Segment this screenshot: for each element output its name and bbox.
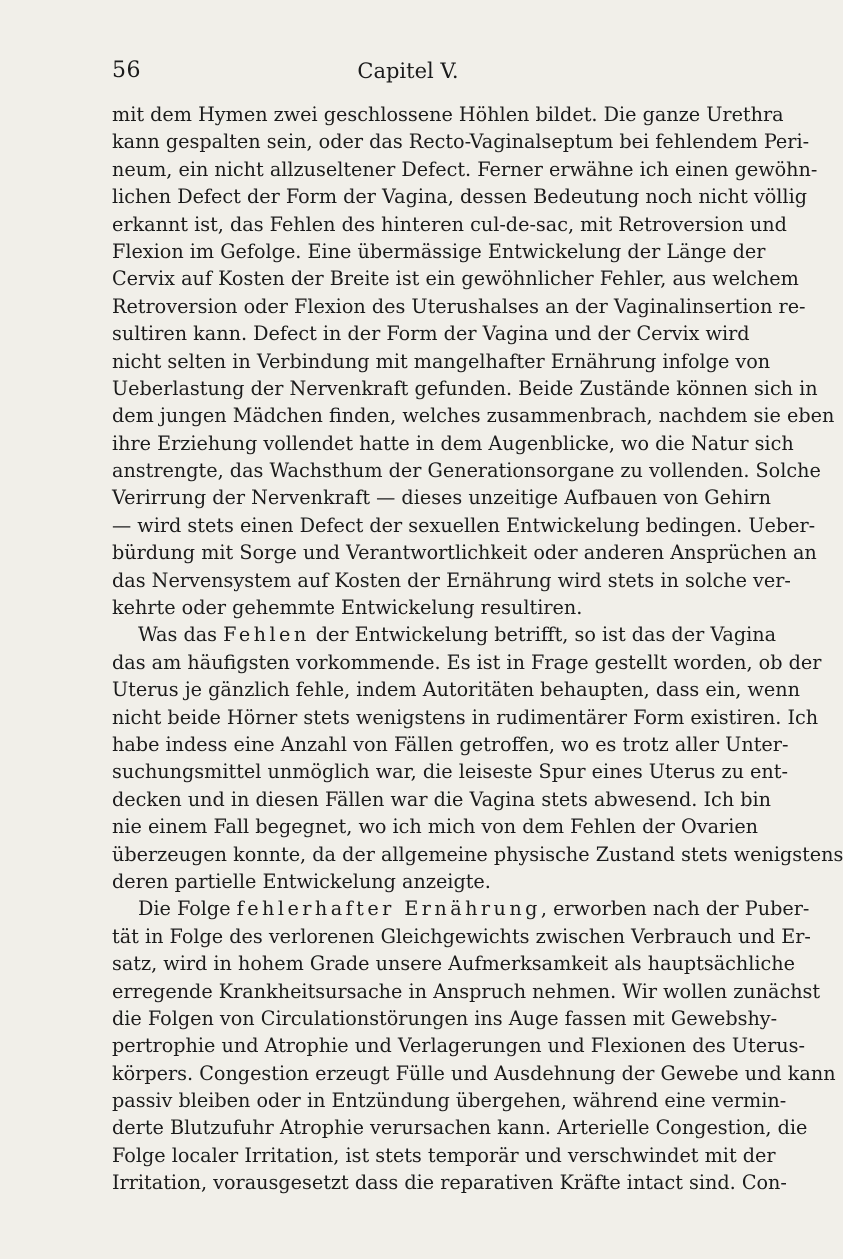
text-line [112, 895, 810, 922]
spaced-emphasis: fehlerhafter Ernährung [236, 897, 541, 921]
text-line: deren partielle Entwickelung anzeigte. [112, 869, 491, 893]
text-line: suchungsmittel unmöglich war, die leiseste Spur eines Uterus zu ent- [112, 760, 788, 784]
page-number: 56 [112, 58, 141, 83]
text-line: kehrte oder gehemmte Entwickelung resultiren. [112, 596, 583, 620]
text-line: Flexion im Gefolge. Eine übermässige Entwickelung der Länge der [112, 239, 766, 263]
text-run: , erworben nach der Puber- [540, 897, 810, 921]
text-run: Die Folge [138, 897, 237, 921]
text-line: Ueberlastung der Nervenkraft gefunden. Beide Zustände können sich in [112, 376, 818, 400]
text-line: sultiren kann. Defect in der Form der Vagina und der Cervix wird [112, 322, 750, 346]
text-line: anstrengte, das Wachsthum der Generationsorgane zu vollenden. Solche [112, 459, 821, 483]
text-line [112, 621, 777, 648]
text-line: Retroversion oder Flexion des Uterushalses an der Vaginalinsertion re- [112, 294, 806, 318]
text-line: Verirrung der Nervenkraft — dieses unzeitige Aufbauen von Gehirn [112, 486, 771, 510]
text-line: Irritation, vorausgesetzt dass die reparativen Kräfte intact sind. Con- [112, 1171, 787, 1195]
text-line: habe indess eine Anzahl von Fällen getroffen, wo es trotz aller Unter- [112, 732, 789, 756]
running-title: Capitel V. [357, 59, 459, 83]
text-line: neum, ein nicht allzuseltener Defect. Ferner erwähne ich einen gewöhn- [112, 157, 818, 181]
text-line: nicht selten in Verbindung mit mangelhafter Ernährung infolge von [112, 349, 771, 373]
text-line: derte Blutzufuhr Atrophie verursachen kann. Arterielle Congestion, die [112, 1116, 808, 1140]
body-text [112, 101, 843, 1197]
text-line: pertrophie und Atrophie und Verlagerungen und Flexionen des Uterus- [112, 1034, 805, 1058]
text-line: die Folgen von Circulationstörungen ins Auge fassen mit Gewebshy- [112, 1006, 778, 1030]
text-line: kann gespalten sein, oder das Recto-Vaginalseptum bei fehlendem Peri- [112, 130, 810, 154]
text-line: nie einem Fall begegnet, wo ich mich von dem Fehlen der Ovarien [112, 815, 759, 839]
text-line: satz, wird in hohem Grade unsere Aufmerksamkeit als hauptsächliche [112, 952, 796, 976]
spaced-emphasis: Fehlen [223, 623, 310, 647]
text-line: tät in Folge des verlorenen Gleichgewichts zwischen Verbrauch und Er- [112, 924, 811, 948]
text-line: körpers. Congestion erzeugt Fülle und Ausdehnung der Gewebe und kann [112, 1061, 836, 1085]
page-header [112, 56, 704, 86]
text-line: Cervix auf Kosten der Breite ist ein gewöhnlicher Fehler, aus welchem [112, 267, 799, 291]
text-line: passiv bleiben oder in Entzündung übergehen, während eine vermin- [112, 1089, 787, 1113]
text-line: dem jungen Mädchen finden, welches zusammenbrach, nachdem sie eben [112, 404, 835, 428]
text-line: mit dem Hymen zwei geschlossene Höhlen bildet. Die ganze Urethra [112, 103, 784, 126]
text-line: lichen Defect der Form der Vagina, dessen Bedeutung noch nicht völlig [112, 185, 807, 209]
text-line: — wird stets einen Defect der sexuellen Entwickelung bedingen. Ueber- [112, 513, 816, 537]
text-line: Uterus je gänzlich fehle, indem Autoritäten behaupten, dass ein, wenn [112, 678, 800, 702]
text-line: das Nervensystem auf Kosten der Ernährung wird stets in solche ver- [112, 568, 791, 592]
text-run: Was das [138, 623, 224, 647]
text-line: nicht beide Hörner stets wenigstens in rudimentärer Form existiren. Ich [112, 705, 819, 729]
text-line: überzeugen konnte, da der allgemeine physische Zustand stets wenigstens [112, 842, 843, 866]
text-line: das am häufigsten vorkommende. Es ist in Frage gestellt worden, ob der [112, 650, 822, 674]
text-run: der Entwickelung betrifft, so ist das der Vagina [309, 623, 777, 647]
text-line: ihre Erziehung vollendet hatte in dem Augenblicke, wo die Natur sich [112, 431, 794, 455]
text-line: erkannt ist, das Fehlen des hinteren cul-de-sac, mit Retroversion und [112, 212, 787, 236]
text-line: decken und in diesen Fällen war die Vagina stets abwesend. Ich bin [112, 787, 772, 811]
text-line: Folge localer Irritation, ist stets temporär und verschwindet mit der [112, 1143, 776, 1167]
text-line: bürdung mit Sorge und Verantwortlichkeit oder anderen Ansprüchen an [112, 541, 817, 565]
text-line: erregende Krankheitsursache in Anspruch nehmen. Wir wollen zunächst [112, 979, 821, 1003]
